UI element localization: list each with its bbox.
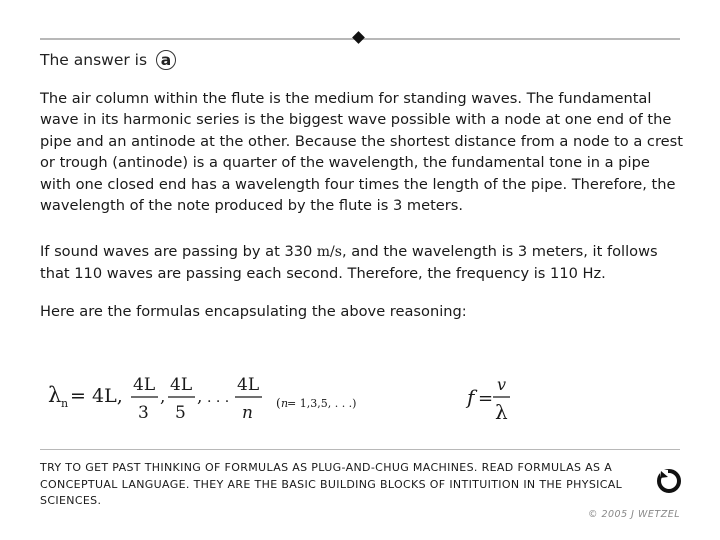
- comma-1: ,: [160, 387, 166, 407]
- formula-svg: [0, 360, 720, 430]
- speed-unit: m/s: [312, 244, 342, 260]
- circular-arrow-logo-icon: [656, 468, 682, 494]
- answer-letter-badge: a: [156, 50, 176, 70]
- fraction-n-denominator: n: [242, 403, 253, 423]
- fraction-2-denominator: 5: [175, 403, 186, 423]
- explanation-paragraph-2: [40, 241, 685, 285]
- fraction-1-numerator: 4L: [133, 375, 156, 395]
- equals-sign: =: [70, 385, 86, 407]
- first-term: 4L,: [92, 385, 123, 407]
- fraction-2-numerator: 4L: [170, 375, 193, 395]
- condition-values: = 1,3,5, . . .): [287, 397, 357, 410]
- condition-open-paren: (: [276, 396, 281, 410]
- explanation-paragraph-1: The air column within the flute is the medium for standing waves. The fundamental wave in its harmonic series is the biggest wave possible with a node at one end of the pipe and an antinode at the other. Because the shortest distance from a node to a crest or trough (antinode) is a quarter of the wavelength, the fundamental tone in a pipe with one closed end has a wavelength four times the length of the pipe. Therefore, the wavelength of the note produced by the flute is 3 meters.: [40, 90, 683, 215]
- paragraph-2-start: If sound waves are passing by at 330: [40, 243, 313, 260]
- frequency-symbol: f: [467, 385, 475, 409]
- answer-line: [40, 50, 176, 70]
- diamond-ornament-icon: [352, 31, 365, 44]
- copyright-notice: © 2005 J WETZEL: [587, 509, 680, 520]
- footer-note: TRY TO GET PAST THINKING OF FORMULAS AS PLUG-AND-CHUG MACHINES. READ FORMULAS AS A CONCEPTUAL LANGUAGE. THEY ARE THE BASIC BUILDING BLOCKS OF INTITUITION IN THE PHYSICAL SCIENCES.: [40, 461, 623, 507]
- fraction-1-denominator: 3: [138, 403, 149, 423]
- answer-prefix: The answer is: [40, 51, 148, 69]
- formula-block: [0, 360, 720, 430]
- frequency-equals: =: [478, 388, 494, 409]
- condition-n: n: [281, 397, 289, 410]
- ellipsis: . . .: [207, 390, 230, 406]
- paragraph-2-end: , and the wavelength is 3 meters, it follows that 110 waves are passing each second. Therefore, the frequency is 110 Hz.: [40, 243, 658, 283]
- wavelength-symbol: λ: [495, 400, 508, 424]
- speed-symbol: v: [497, 375, 507, 394]
- lambda-symbol: λ: [48, 383, 62, 407]
- lambda-subscript: n: [61, 397, 69, 410]
- fraction-n-numerator: 4L: [237, 375, 260, 395]
- comma-2: ,: [197, 387, 203, 407]
- explanation-paragraph-3: Here are the formulas encapsulating the above reasoning:: [40, 303, 467, 320]
- bottom-divider: [40, 449, 680, 450]
